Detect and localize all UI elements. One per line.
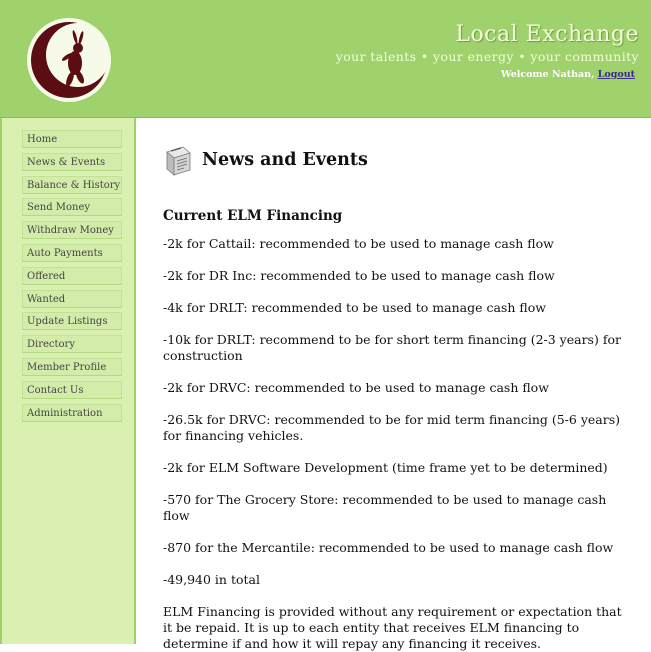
main-content (163, 140, 633, 652)
rabbit-logo-icon[interactable] (26, 17, 112, 103)
welcome-text: Welcome Nathan, (500, 69, 595, 80)
newspaper-icon (163, 143, 193, 177)
sidebar-item-directory[interactable]: Directory (22, 335, 122, 353)
financing-item: -2k for Cattail: recommended to be used to manage cash flow (163, 236, 554, 251)
financing-item: -570 for The Grocery Store: recommended to be used to manage cash flow (163, 492, 607, 523)
page-heading (163, 140, 633, 180)
sidebar-item-home[interactable]: Home (22, 130, 122, 148)
sidebar-item-administration[interactable]: Administration (22, 404, 122, 422)
sidebar-item-balance-history[interactable]: Balance & History (22, 176, 122, 194)
sidebar-nav (22, 130, 122, 426)
financing-item: -2k for DRVC: recommended to be used to manage cash flow (163, 380, 549, 395)
financing-item: -870 for the Mercantile: recommended to be used to manage cash flow (163, 540, 614, 555)
sidebar-item-member-profile[interactable]: Member Profile (22, 358, 122, 376)
logout-link[interactable]: Logout (597, 69, 635, 80)
section-title: Current ELM Financing (163, 208, 343, 224)
financing-item: -2k for ELM Software Development (time frame yet to be determined) (163, 460, 608, 475)
sidebar-item-withdraw-money[interactable]: Withdraw Money (22, 221, 122, 239)
financing-disclaimer: ELM Financing is provided without any requirement or expectation that it be repaid. It is up to each entity that receives ELM financing to determine if and how it will repay any financing it receives. (163, 604, 622, 651)
welcome-line (501, 69, 635, 80)
site-tagline: your talents • your energy • your community (335, 49, 639, 64)
financing-item: -4k for DRLT: recommended to be used to manage cash flow (163, 300, 546, 315)
sidebar-item-update-listings[interactable]: Update Listings (22, 312, 122, 330)
page-title: News and Events (202, 150, 368, 170)
sidebar-item-contact-us[interactable]: Contact Us (22, 381, 122, 399)
site-header (0, 0, 651, 118)
financing-total: -49,940 in total (163, 572, 260, 587)
financing-item: -10k for DRLT: recommend to be for short term financing (2-3 years) for construction (163, 332, 621, 363)
site-title: Local Exchange (455, 22, 639, 47)
sidebar (0, 118, 136, 644)
sidebar-item-news-events[interactable]: News & Events (22, 153, 122, 171)
sidebar-item-send-money[interactable]: Send Money (22, 198, 122, 216)
financing-item: -2k for DR Inc: recommended to be used to manage cash flow (163, 268, 555, 283)
financing-list (163, 236, 633, 588)
sidebar-item-wanted[interactable]: Wanted (22, 290, 122, 308)
financing-item: -26.5k for DRVC: recommended to be for mid term financing (5-6 years) for financing vehicles. (163, 412, 621, 443)
sidebar-item-auto-payments[interactable]: Auto Payments (22, 244, 122, 262)
sidebar-item-offered[interactable]: Offered (22, 267, 122, 285)
